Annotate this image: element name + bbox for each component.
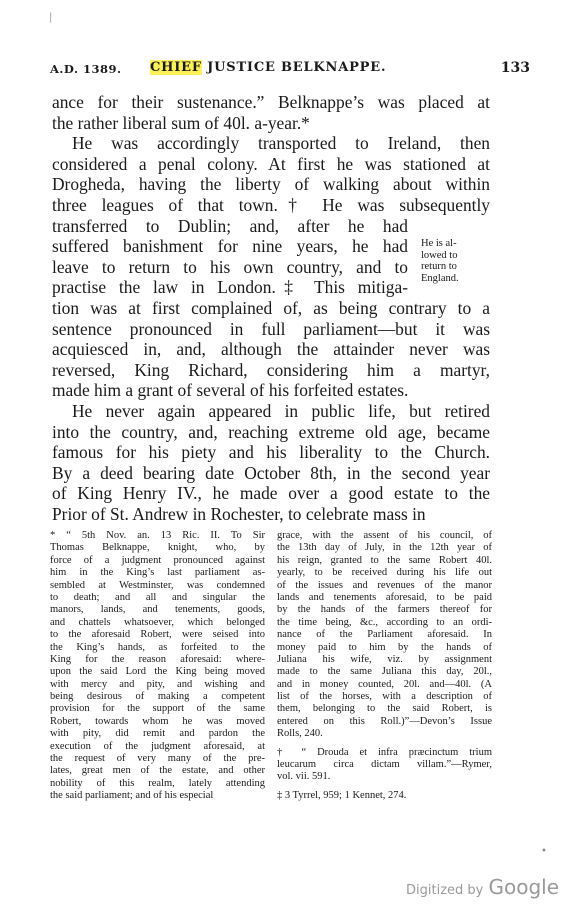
body-line: into the country, and, reaching extreme old age, became: [52, 421, 490, 442]
footnote-line: and in money counted, 20l. and—40l. (A: [277, 678, 492, 690]
footnote-line: being desirous of making a competent: [50, 691, 265, 703]
footnote-line: Thomas Belknappe, knight, who, by: [50, 542, 265, 554]
footnote-line: the time being, &c., according to an ordi-: [277, 616, 492, 628]
running-header: [40, 60, 530, 82]
footnote-line: grace, with the assent of his council, of: [277, 530, 492, 541]
footnote-line: lates, great men of the estate, and other: [50, 765, 265, 777]
footnote-line: to death; and all and singular the: [50, 591, 265, 603]
footnote-line: sembled at Westminster, was condemned: [50, 579, 265, 591]
footnote-line: and chattels whatsoever, which belonged: [50, 616, 265, 628]
margin-note-line: return to: [421, 261, 457, 272]
body-line: of King Henry IV., he made over a good estate to the: [52, 483, 490, 504]
footnote-line: nance of the Parliament aforesaid. In: [277, 629, 492, 641]
google-watermark: [406, 875, 559, 899]
footnote-dagger-line: vol. vii. 591.: [277, 771, 331, 783]
footnote-line: * “ 5th Nov. an. 13 Ric. II. To Sir: [50, 530, 265, 541]
margin-note-line: lowed to: [421, 249, 458, 261]
body-line: reversed, King Richard, considering him a martyr,: [52, 359, 490, 380]
body-line: Drogheda, having the liberty of walking about within: [52, 174, 490, 195]
body-line: famous for his piety and his liberality to the Church.: [52, 442, 490, 463]
body-line: sentence pronounced in full parliament—but it was: [52, 318, 490, 339]
body-line: Prior of St. Andrew in Rochester, to celebrate mass in: [52, 504, 426, 524]
body-line: He was accordingly transported to Ireland, then: [72, 133, 490, 154]
footnote-line: the King’s hands, as forfeited to the: [50, 641, 265, 653]
margin-note-line: England.: [421, 272, 459, 284]
footnote-line: manors, lands, and tenements, goods,: [50, 604, 265, 616]
footnote-double-dagger-line: ‡ 3 Tyrrel, 959; 1 Kennet, 274.: [277, 789, 407, 801]
body-line: practise the law in London.‡ This mitiga-: [52, 277, 408, 298]
body-line: ance for their sustenance.” Belknappe’s was placed at: [52, 92, 490, 112]
footnote-line: Juliana his wife, viz. by assignment: [277, 653, 492, 665]
footnote-line: the 13th day of July, in the 12th year of: [277, 542, 492, 554]
footnote-line: his reign, granted to the same Robert 40l.: [277, 554, 492, 566]
footnote-line: money paid to him by the hands of: [277, 641, 492, 653]
footnote-line: by the hands of the farmers thereof for: [277, 604, 492, 616]
footnote-line: with pity, did remit and pardon the: [50, 728, 265, 740]
header-title-rest: JUSTICE BELKNAPPE.: [201, 60, 387, 75]
footnote-line: with mercy and pity, and wishing and: [50, 678, 265, 690]
footnote-line: yearly, to be received during his life out: [277, 567, 492, 579]
body-line: three leagues of that town.† He was subsequently: [52, 195, 490, 215]
footnote-line: entered on this Roll.)”—Devon’s Issue: [277, 715, 492, 727]
footnote-line: King for the reason aforesaid: where-: [50, 653, 265, 665]
highlighted-word: CHIEF: [150, 60, 202, 75]
footnote-line: execution of the judgment aforesaid, at: [50, 740, 265, 752]
footnotes-right-column: [277, 530, 492, 802]
footnote-line: provision for the support of the same: [50, 703, 265, 715]
body-line: By a deed bearing date October 8th, in the second year: [52, 462, 490, 483]
footnote-dagger-line: † “ Drouda et infra præcinctum trium: [277, 746, 492, 758]
margin-note: [421, 238, 489, 284]
body-line: transferred to Dublin; and, after he had: [52, 215, 408, 236]
body-line: leave to return to his own country, and to: [52, 256, 408, 277]
margin-note-line: He is al-: [421, 238, 457, 249]
footnote-line: him in the King’s last parliament as-: [50, 567, 265, 579]
body-line: considered a penal colony. At first he was stationed at: [52, 153, 490, 174]
footnote-line: nobility of this realm, lately attending: [50, 777, 265, 789]
footnote-dagger-line: leucarum circa dictam villam.”—Rymer,: [277, 759, 492, 771]
footnote-line: Robert, towards whom he was moved: [50, 715, 265, 727]
header-year: A.D. 1389.: [50, 62, 122, 76]
watermark-prefix: Digitized by: [406, 883, 484, 898]
page-edge-mark: |: [49, 12, 53, 23]
body-line: the rather liberal sum of 40l. a-year.*: [52, 112, 310, 133]
footnote-line: to the aforesaid Robert, were seised into: [50, 629, 265, 641]
body-line: made him a grant of several of his forfeited estates.: [52, 380, 409, 401]
footnote-line: lands and tenements aforesaid, to be paid: [277, 591, 492, 603]
watermark-brand: Google: [488, 875, 559, 899]
footnote-line: them, belonging to the said Robert, is: [277, 703, 492, 715]
header-title: [150, 60, 386, 75]
footnote-line: of the issues and revenues of the manor: [277, 579, 492, 591]
body-line: suffered banishment for nine years, he had: [52, 236, 408, 257]
body-line: He never again appeared in public life, but retired: [72, 401, 490, 421]
footnote-line: Rolls, 240.: [277, 728, 323, 740]
page-number: 133: [500, 60, 530, 76]
body-line: tion was at first complained of, as being contrary to a: [52, 298, 490, 318]
footnote-line: list of the horses, with a description of: [277, 691, 492, 703]
footnote-line: the said parliament; and of his especial: [50, 790, 214, 802]
footnote-line: force of a judgment pronounced against: [50, 554, 265, 566]
body-line: acquiesced in, and, although the attainder never was: [52, 339, 490, 360]
footnote-line: made to the same Juliana this day, 20l.,: [277, 666, 492, 678]
stray-mark: •: [541, 846, 547, 857]
footnotes-left-column: [50, 530, 265, 803]
footnote-line: upon the said Lord the King being moved: [50, 666, 265, 678]
footnote-line: the request of very many of the pre-: [50, 753, 265, 765]
